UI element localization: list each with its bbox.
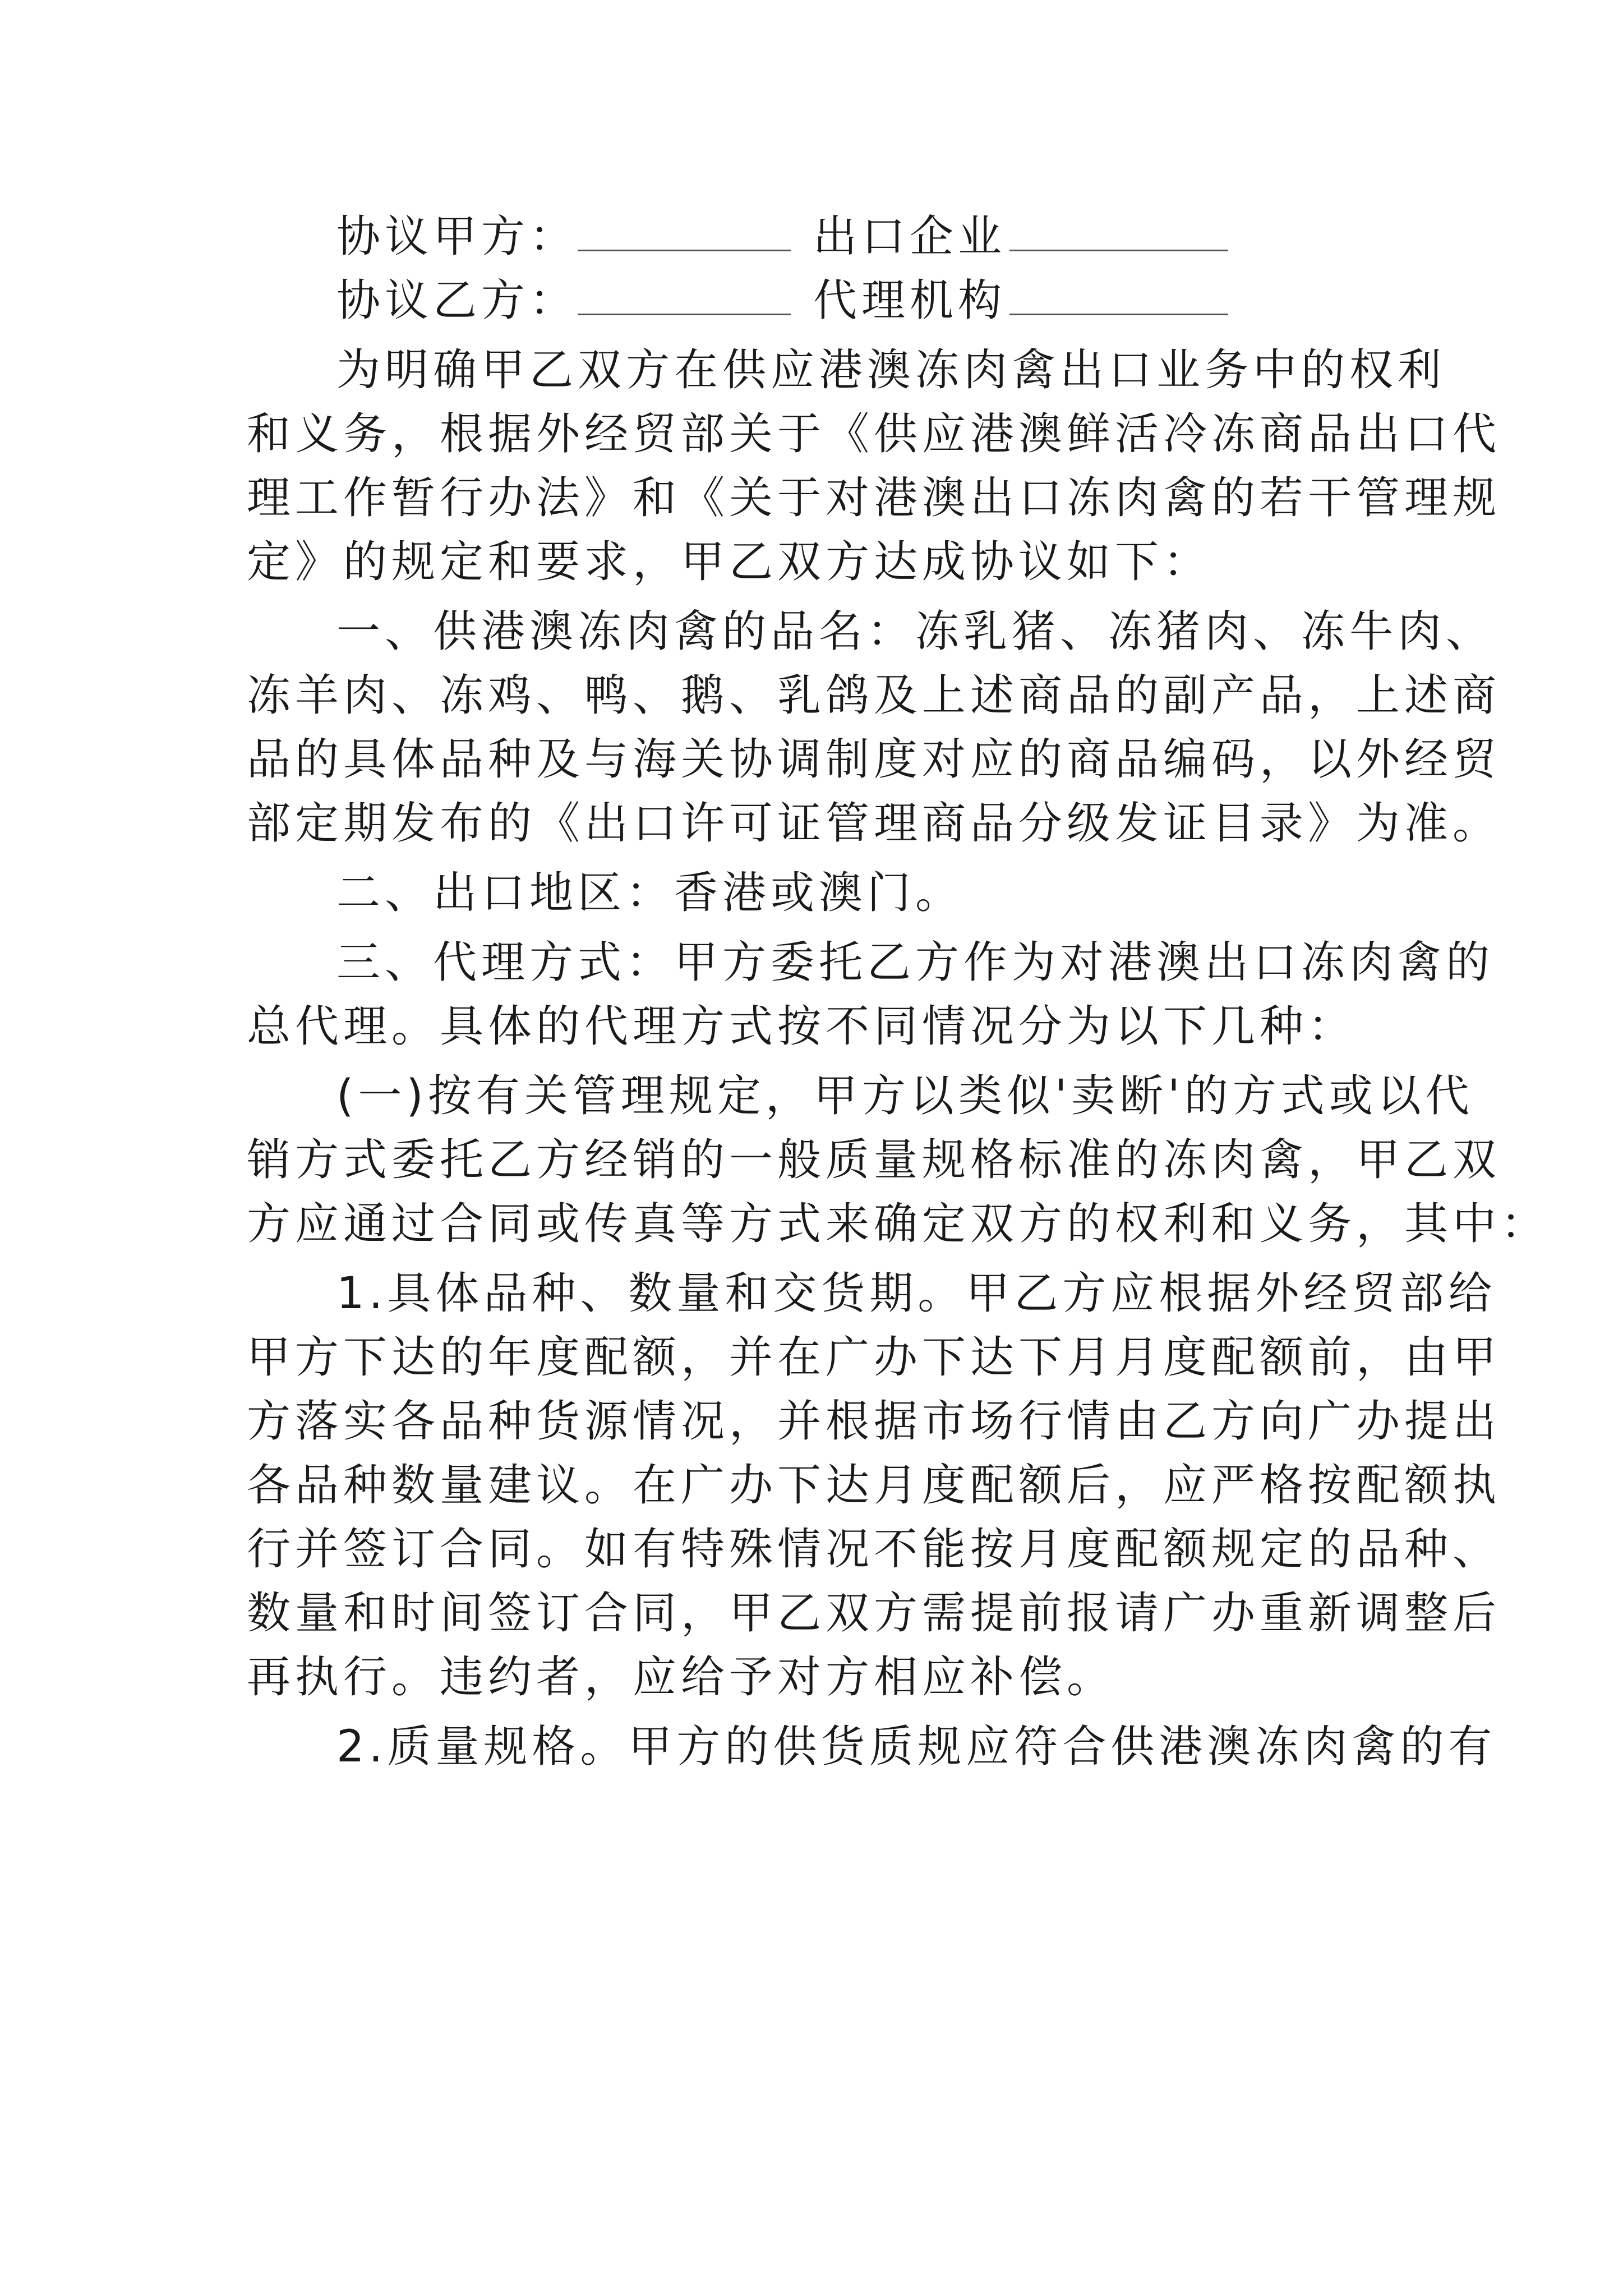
text-line: 和义务，根据外经贸部关于《供应港澳鲜活冷冻商品出口代 — [247, 409, 1501, 459]
section-2-export-region — [247, 861, 1380, 925]
text-line: 2.质量规格。甲方的供货质规应符合供港澳冻肉禽的有 — [336, 1722, 1497, 1772]
section-3-agency-method — [247, 931, 1495, 1059]
party-a-name-blank — [578, 210, 791, 251]
text-line: 总代理。具体的代理方式按不同情况分为以下几种： — [247, 1001, 1357, 1052]
party-b-role-blank — [1009, 274, 1228, 315]
text-line: 甲方下达的年度配额，并在广办下达下月月度配额前，由甲 — [247, 1332, 1501, 1383]
subsection-1 — [247, 1064, 1550, 1256]
party-a-line — [247, 205, 1380, 269]
text-line: 三、代理方式：甲方委托乙方作为对港澳出口冻肉禽的 — [336, 937, 1495, 988]
text-line: 二、出口地区：香港或澳门。 — [336, 868, 964, 918]
text-line: (一)按有关管理规定，甲方以类似'卖断'的方式或以代 — [336, 1071, 1474, 1121]
text-line: 方落实各品种货源情况，并根据市场行情由乙方向广办提出 — [247, 1396, 1501, 1447]
text-line: 1.具体品种、数量和交货期。甲乙方应根据外经贸部给 — [336, 1268, 1497, 1319]
text-line: 各品种数量建议。在广办下达月度配额后，应严格按配额执 — [247, 1460, 1501, 1511]
section-1-product-names — [247, 600, 1501, 855]
intro-paragraph — [247, 338, 1501, 594]
item-2-quality-specs — [247, 1715, 1497, 1779]
document-body — [247, 205, 1550, 1779]
party-a-role-blank — [1009, 210, 1228, 251]
party-a-role: 出口企业 — [813, 211, 1007, 262]
text-line: 数量和时间签订合同，甲乙双方需提前报请广办重新调整后 — [247, 1588, 1501, 1639]
text-line: 销方式委托乙方经销的一般质量规格标准的冻肉禽，甲乙双 — [247, 1135, 1501, 1185]
text-line: 行并签订合同。如有特殊情况不能按月度配额规定的品种、 — [247, 1524, 1501, 1575]
text-line: 理工作暂行办法》和《关于对港澳出口冻肉禽的若干管理规 — [247, 473, 1501, 523]
text-line: 冻羊肉、冻鸡、鸭、鹅、乳鸽及上述商品的副产品，上述商 — [247, 670, 1501, 721]
party-a-label: 协议甲方： — [336, 211, 578, 262]
text-line: 定》的规定和要求，甲乙双方达成协议如下： — [247, 537, 1212, 587]
item-1-variety-quantity-delivery — [247, 1262, 1501, 1709]
party-b-role: 代理机构 — [813, 275, 1007, 326]
text-line: 方应通过合同或传真等方式来确定双方的权利和义务，其中： — [247, 1199, 1550, 1249]
text-line: 品的具体品种及与海关协调制度对应的商品编码，以外经贸 — [247, 734, 1501, 785]
party-b-line — [247, 269, 1380, 333]
text-line: 一、供港澳冻肉禽的品名：冻乳猪、冻猪肉、冻牛肉、 — [336, 606, 1495, 657]
party-b-label: 协议乙方： — [336, 275, 578, 326]
text-line: 再执行。违约者，应给予对方相应补偿。 — [247, 1652, 1115, 1703]
text-line: 为明确甲乙双方在供应港澳冻肉禽出口业务中的权利 — [336, 345, 1446, 395]
text-line: 部定期发布的《出口许可证管理商品分级发证目录》为准。 — [247, 798, 1501, 849]
party-b-name-blank — [578, 274, 791, 315]
